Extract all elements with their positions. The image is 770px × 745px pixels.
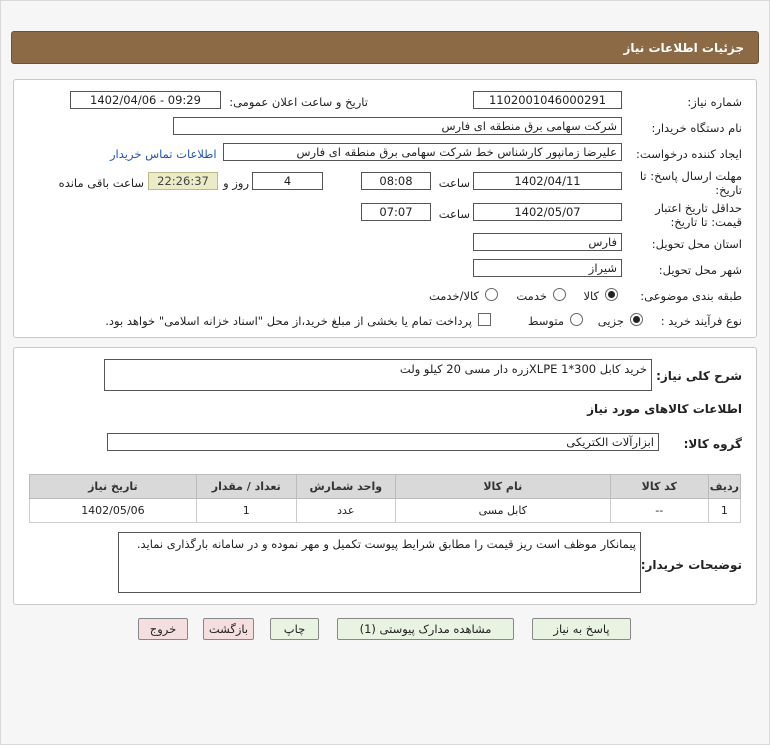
page-title: جزئیات اطلاعات نیاز	[623, 41, 744, 55]
treasury-payment-checkbox[interactable]	[478, 313, 491, 326]
need-number-label: شماره نیاز:	[687, 95, 742, 109]
city-field: شیراز	[473, 259, 622, 277]
city-label: شهر محل تحویل:	[658, 263, 742, 277]
buyer-notes-label: توضیحات خریدار:	[640, 558, 742, 572]
buyer-notes-field: پیمانکار موظف است ریز قیمت را مطابق شرایط پیوست تکمیل و مهر نموده و در سامانه بارگذاری نماید.	[118, 532, 641, 593]
category-label: طبقه بندی موضوعی:	[640, 289, 742, 303]
buyer-org-label: نام دستگاه خریدار:	[651, 121, 742, 135]
col-name: نام کالا	[395, 475, 610, 499]
cell-qty: 1	[196, 499, 296, 523]
table-row	[30, 499, 741, 523]
buyer-contact-link[interactable]: اطلاعات تماس خریدار	[110, 147, 217, 161]
exit-button[interactable]: خروج	[138, 618, 188, 640]
process-radio-medium[interactable]	[570, 313, 583, 326]
buyer-org-field: شرکت سهامی برق منطقه ای فارس	[173, 117, 622, 135]
validity-time-label: ساعت	[438, 207, 470, 221]
validity-time-field: 07:07	[361, 203, 431, 221]
print-button[interactable]: چاپ	[270, 618, 319, 640]
validity-label-1: حداقل تاریخ اعتبار	[655, 201, 742, 215]
goods-section-title: اطلاعات کالاهای مورد نیاز	[587, 402, 742, 416]
view-attachments-button[interactable]: مشاهده مدارک پیوستی (1)	[337, 618, 514, 640]
process-label: نوع فرآیند خرید :	[660, 314, 742, 328]
cell-unit: عدد	[296, 499, 395, 523]
days-field: 4	[252, 172, 323, 190]
need-number-field: 1102001046000291	[473, 91, 622, 109]
col-unit: واحد شمارش	[296, 475, 395, 499]
announce-field: 1402/04/06 - 09:29	[70, 91, 221, 109]
cell-row: 1	[708, 499, 740, 523]
validity-date-field: 1402/05/07	[473, 203, 622, 221]
cell-date: 1402/05/06	[30, 499, 197, 523]
col-qty: تعداد / مقدار	[196, 475, 296, 499]
days-label: روز و	[223, 176, 249, 190]
remaining-label: ساعت باقی مانده	[58, 176, 144, 190]
creator-label: ایجاد کننده درخواست:	[636, 147, 742, 161]
back-button[interactable]: بازگشت	[203, 618, 254, 640]
col-date: تاریخ نیاز	[30, 475, 197, 499]
process-radio-minor[interactable]	[630, 313, 643, 326]
deadline-label-2: تاریخ:	[715, 183, 742, 197]
treasury-payment-note: پرداخت تمام یا بخشی از مبلغ خرید،از محل "اسناد خزانه اسلامی" خواهد بود.	[105, 314, 472, 328]
category-radio-goods-service[interactable]	[485, 288, 498, 301]
creator-field: علیرضا زمانپور کارشناس خط شرکت سهامی برق منطقه ای فارس	[223, 143, 622, 161]
col-row: ردیف	[708, 475, 740, 499]
cell-code: --	[610, 499, 708, 523]
reply-button[interactable]: پاسخ به نیاز	[532, 618, 631, 640]
province-field: فارس	[473, 233, 622, 251]
validity-label-2: قیمت: تا تاریخ:	[670, 215, 742, 229]
process-option-medium: متوسط	[527, 314, 564, 328]
summary-field: خرید کابل 300*1 XLPEزره دار مسی 20 کیلو ولت	[104, 359, 652, 391]
process-option-minor: جزیی	[597, 314, 624, 328]
category-option-goods-service: کالا/خدمت	[428, 289, 479, 303]
deadline-time-label: ساعت	[438, 176, 470, 190]
category-option-goods: کالا	[583, 289, 599, 303]
goods-table	[29, 474, 741, 523]
remaining-time-field: 22:26:37	[148, 172, 218, 190]
announce-label: تاریخ و ساعت اعلان عمومی:	[229, 95, 368, 109]
goods-group-field: ابزارآلات الکتریکی	[107, 433, 659, 451]
summary-label: شرح کلی نیاز:	[656, 369, 742, 383]
province-label: استان محل تحویل:	[651, 237, 742, 251]
deadline-time-field: 08:08	[361, 172, 431, 190]
goods-group-label: گروه کالا:	[683, 437, 742, 451]
category-radio-goods[interactable]	[605, 288, 618, 301]
page-header	[11, 31, 759, 64]
cell-name: کابل مسی	[395, 499, 610, 523]
category-radio-service[interactable]	[553, 288, 566, 301]
category-option-service: خدمت	[516, 289, 547, 303]
deadline-date-field: 1402/04/11	[473, 172, 622, 190]
col-code: کد کالا	[610, 475, 708, 499]
deadline-label-1: مهلت ارسال پاسخ: تا	[639, 169, 742, 183]
